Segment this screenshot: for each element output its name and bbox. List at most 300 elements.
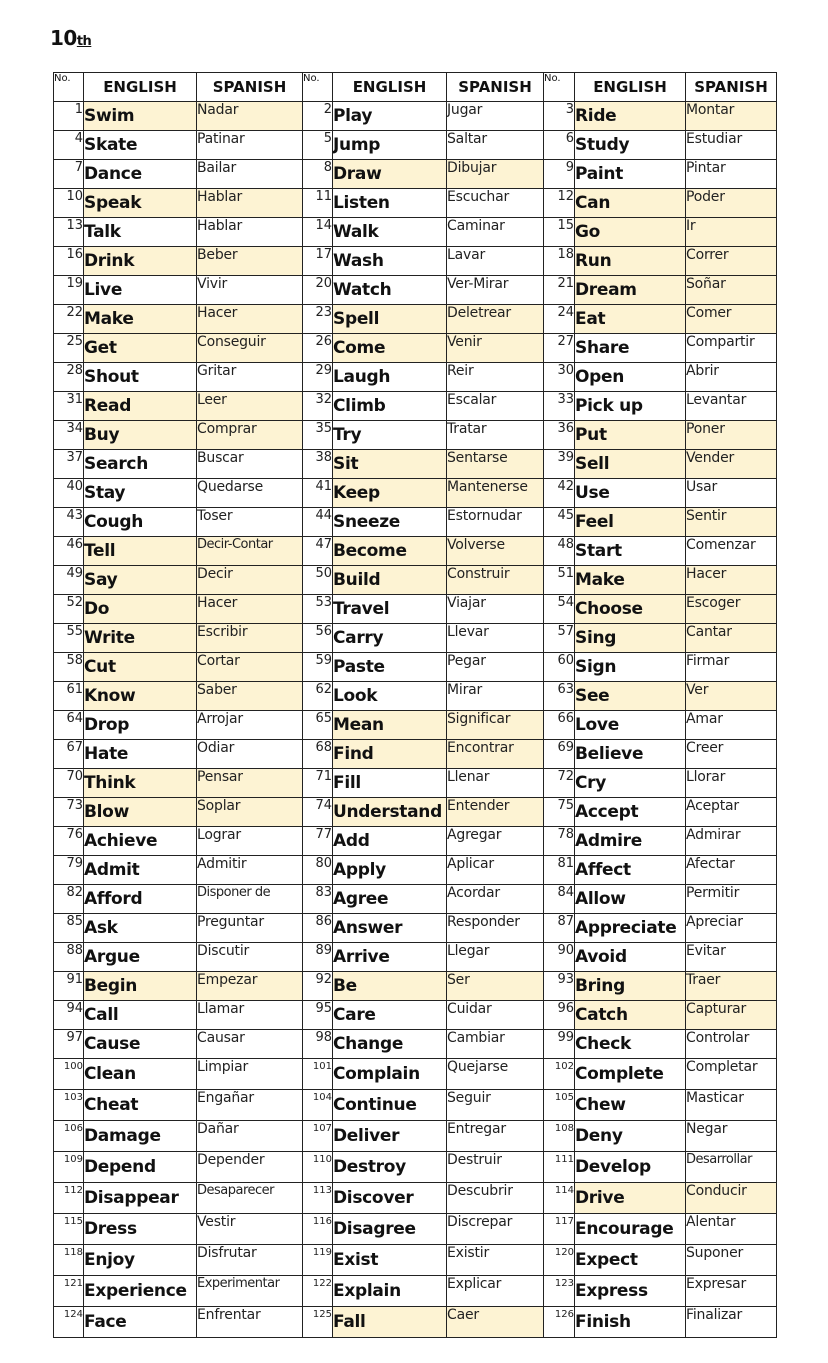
table-row	[54, 943, 777, 972]
spanish-word: Capturar	[686, 1001, 777, 1030]
row-number: 124	[54, 1307, 84, 1338]
row-number: 83	[303, 885, 333, 914]
table-row	[54, 1121, 777, 1152]
english-word: Deliver	[333, 1121, 447, 1152]
row-number: 78	[544, 827, 575, 856]
row-number: 56	[303, 624, 333, 653]
spanish-word: Aplicar	[447, 856, 544, 885]
spanish-word: Experimentar	[197, 1276, 303, 1307]
table-row	[54, 247, 777, 276]
spanish-word: Llenar	[447, 769, 544, 798]
english-header: ENGLISH	[575, 73, 686, 102]
spanish-word: Saber	[197, 682, 303, 711]
spanish-word: Hacer	[686, 566, 777, 595]
row-number: 61	[54, 682, 84, 711]
spanish-word: Agregar	[447, 827, 544, 856]
row-number: 95	[303, 1001, 333, 1030]
english-word: Be	[333, 972, 447, 1001]
spanish-word: Bailar	[197, 160, 303, 189]
english-word: Jump	[333, 131, 447, 160]
table-row	[54, 102, 777, 131]
english-header: ENGLISH	[333, 73, 447, 102]
row-number: 118	[54, 1245, 84, 1276]
english-word: Affect	[575, 856, 686, 885]
spanish-word: Lavar	[447, 247, 544, 276]
table-row	[54, 276, 777, 305]
spanish-word: Alentar	[686, 1214, 777, 1245]
page-title	[50, 26, 91, 50]
row-number: 71	[303, 769, 333, 798]
table-row	[54, 740, 777, 769]
row-number: 63	[544, 682, 575, 711]
row-number: 98	[303, 1030, 333, 1059]
table-row	[54, 653, 777, 682]
english-word: Ride	[575, 102, 686, 131]
english-word: Use	[575, 479, 686, 508]
row-number: 57	[544, 624, 575, 653]
row-number: 120	[544, 1245, 575, 1276]
english-word: Make	[84, 305, 197, 334]
english-word: Dream	[575, 276, 686, 305]
spanish-word: Controlar	[686, 1030, 777, 1059]
spanish-word: Hablar	[197, 189, 303, 218]
table-row	[54, 1152, 777, 1183]
spanish-word: Responder	[447, 914, 544, 943]
spanish-word: Saltar	[447, 131, 544, 160]
english-word: Try	[333, 421, 447, 450]
spanish-word: Depender	[197, 1152, 303, 1183]
row-number: 15	[544, 218, 575, 247]
table-row	[54, 624, 777, 653]
english-word: Come	[333, 334, 447, 363]
english-word: Open	[575, 363, 686, 392]
spanish-word: Abrir	[686, 363, 777, 392]
table-row	[54, 363, 777, 392]
english-word: Spell	[333, 305, 447, 334]
english-word: Disagree	[333, 1214, 447, 1245]
row-number: 25	[54, 334, 84, 363]
row-number: 10	[54, 189, 84, 218]
english-word: Eat	[575, 305, 686, 334]
table-row	[54, 595, 777, 624]
english-word: Apply	[333, 856, 447, 885]
row-number: 35	[303, 421, 333, 450]
spanish-word: Caer	[447, 1307, 544, 1338]
spanish-word: Admitir	[197, 856, 303, 885]
spanish-word: Engañar	[197, 1090, 303, 1121]
row-number: 74	[303, 798, 333, 827]
spanish-word: Cortar	[197, 653, 303, 682]
english-word: Encourage	[575, 1214, 686, 1245]
english-word: Believe	[575, 740, 686, 769]
spanish-word: Arrojar	[197, 711, 303, 740]
spanish-word: Escuchar	[447, 189, 544, 218]
row-number: 86	[303, 914, 333, 943]
english-word: Write	[84, 624, 197, 653]
english-word: See	[575, 682, 686, 711]
spanish-word: Venir	[447, 334, 544, 363]
spanish-word: Ver	[686, 682, 777, 711]
spanish-word: Levantar	[686, 392, 777, 421]
table-row	[54, 1214, 777, 1245]
english-word: Become	[333, 537, 447, 566]
table-row	[54, 682, 777, 711]
spanish-word: Decir-Contar	[197, 537, 303, 566]
row-number: 49	[54, 566, 84, 595]
row-number: 46	[54, 537, 84, 566]
row-number: 123	[544, 1276, 575, 1307]
spanish-word: Llevar	[447, 624, 544, 653]
english-word: Express	[575, 1276, 686, 1307]
english-word: Mean	[333, 711, 447, 740]
spanish-word: Buscar	[197, 450, 303, 479]
row-number: 99	[544, 1030, 575, 1059]
english-word: Study	[575, 131, 686, 160]
row-number: 121	[54, 1276, 84, 1307]
spanish-word: Enfrentar	[197, 1307, 303, 1338]
spanish-word: Limpiar	[197, 1059, 303, 1090]
english-word: Choose	[575, 595, 686, 624]
spanish-word: Llegar	[447, 943, 544, 972]
spanish-word: Masticar	[686, 1090, 777, 1121]
spanish-word: Tratar	[447, 421, 544, 450]
row-number: 26	[303, 334, 333, 363]
row-number: 44	[303, 508, 333, 537]
spanish-word: Desarrollar	[686, 1152, 777, 1183]
english-word: Paint	[575, 160, 686, 189]
english-word: Dress	[84, 1214, 197, 1245]
row-number: 18	[544, 247, 575, 276]
spanish-word: Desaparecer	[197, 1183, 303, 1214]
spanish-header: SPANISH	[686, 73, 777, 102]
row-number: 65	[303, 711, 333, 740]
table-row	[54, 450, 777, 479]
english-word: Answer	[333, 914, 447, 943]
row-number: 109	[54, 1152, 84, 1183]
table-row	[54, 1276, 777, 1307]
english-word: Paste	[333, 653, 447, 682]
row-number: 122	[303, 1276, 333, 1307]
row-number: 2	[303, 102, 333, 131]
english-word: Agree	[333, 885, 447, 914]
row-number: 77	[303, 827, 333, 856]
spanish-word: Mirar	[447, 682, 544, 711]
english-word: Skate	[84, 131, 197, 160]
english-word: Cry	[575, 769, 686, 798]
english-word: Climb	[333, 392, 447, 421]
spanish-word: Empezar	[197, 972, 303, 1001]
english-word: Share	[575, 334, 686, 363]
spanish-header: SPANISH	[447, 73, 544, 102]
row-number: 4	[54, 131, 84, 160]
english-word: Add	[333, 827, 447, 856]
row-number: 23	[303, 305, 333, 334]
row-number: 84	[544, 885, 575, 914]
english-word: Achieve	[84, 827, 197, 856]
row-number: 17	[303, 247, 333, 276]
english-word: Explain	[333, 1276, 447, 1307]
spanish-word: Seguir	[447, 1090, 544, 1121]
spanish-word: Gritar	[197, 363, 303, 392]
spanish-word: Beber	[197, 247, 303, 276]
english-word: Drink	[84, 247, 197, 276]
spanish-word: Disponer de	[197, 885, 303, 914]
row-number: 54	[544, 595, 575, 624]
english-word: Cut	[84, 653, 197, 682]
spanish-word: Poder	[686, 189, 777, 218]
spanish-word: Decir	[197, 566, 303, 595]
row-number: 39	[544, 450, 575, 479]
row-number: 107	[303, 1121, 333, 1152]
row-number: 101	[303, 1059, 333, 1090]
row-number: 1	[54, 102, 84, 131]
row-number: 105	[544, 1090, 575, 1121]
english-word: Walk	[333, 218, 447, 247]
row-number: 19	[54, 276, 84, 305]
table-row	[54, 1030, 777, 1059]
spanish-word: Descubrir	[447, 1183, 544, 1214]
english-word: Appreciate	[575, 914, 686, 943]
english-word: Dance	[84, 160, 197, 189]
spanish-word: Entender	[447, 798, 544, 827]
spanish-word: Sentir	[686, 508, 777, 537]
table-row	[54, 798, 777, 827]
spanish-word: Discutir	[197, 943, 303, 972]
spanish-word: Evitar	[686, 943, 777, 972]
english-word: Avoid	[575, 943, 686, 972]
english-word: Accept	[575, 798, 686, 827]
spanish-word: Mantenerse	[447, 479, 544, 508]
english-word: Change	[333, 1030, 447, 1059]
table-row	[54, 1183, 777, 1214]
row-number: 13	[54, 218, 84, 247]
english-word: Develop	[575, 1152, 686, 1183]
table-row	[54, 1059, 777, 1090]
spanish-word: Pegar	[447, 653, 544, 682]
english-word: Arrive	[333, 943, 447, 972]
table-row	[54, 131, 777, 160]
row-number: 73	[54, 798, 84, 827]
row-number: 12	[544, 189, 575, 218]
table-row	[54, 1001, 777, 1030]
spanish-word: Reir	[447, 363, 544, 392]
spanish-word: Apreciar	[686, 914, 777, 943]
row-number: 20	[303, 276, 333, 305]
row-number: 55	[54, 624, 84, 653]
spanish-word: Ir	[686, 218, 777, 247]
row-number: 3	[544, 102, 575, 131]
table-row	[54, 856, 777, 885]
table-row	[54, 392, 777, 421]
row-number: 94	[54, 1001, 84, 1030]
row-number: 72	[544, 769, 575, 798]
spanish-word: Volverse	[447, 537, 544, 566]
row-number: 113	[303, 1183, 333, 1214]
english-word: Sing	[575, 624, 686, 653]
no-header: No.	[544, 73, 575, 102]
spanish-word: Escribir	[197, 624, 303, 653]
english-word: Go	[575, 218, 686, 247]
table-row	[54, 827, 777, 856]
row-number: 87	[544, 914, 575, 943]
spanish-word: Permitir	[686, 885, 777, 914]
row-number: 32	[303, 392, 333, 421]
english-word: Put	[575, 421, 686, 450]
spanish-word: Dibujar	[447, 160, 544, 189]
english-word: Cough	[84, 508, 197, 537]
row-number: 34	[54, 421, 84, 450]
row-number: 91	[54, 972, 84, 1001]
spanish-word: Jugar	[447, 102, 544, 131]
english-word: Discover	[333, 1183, 447, 1214]
english-word: Buy	[84, 421, 197, 450]
spanish-word: Escoger	[686, 595, 777, 624]
english-word: Bring	[575, 972, 686, 1001]
english-word: Feel	[575, 508, 686, 537]
english-word: Live	[84, 276, 197, 305]
english-header: ENGLISH	[84, 73, 197, 102]
spanish-word: Causar	[197, 1030, 303, 1059]
row-number: 62	[303, 682, 333, 711]
spanish-word: Quedarse	[197, 479, 303, 508]
row-number: 80	[303, 856, 333, 885]
row-number: 22	[54, 305, 84, 334]
english-word: Carry	[333, 624, 447, 653]
spanish-word: Cuidar	[447, 1001, 544, 1030]
spanish-word: Discrepar	[447, 1214, 544, 1245]
english-word: Know	[84, 682, 197, 711]
row-number: 96	[544, 1001, 575, 1030]
english-word: Drop	[84, 711, 197, 740]
spanish-word: Aceptar	[686, 798, 777, 827]
row-number: 108	[544, 1121, 575, 1152]
spanish-word: Suponer	[686, 1245, 777, 1276]
row-number: 59	[303, 653, 333, 682]
row-number: 66	[544, 711, 575, 740]
row-number: 33	[544, 392, 575, 421]
table-row	[54, 711, 777, 740]
spanish-word: Comer	[686, 305, 777, 334]
spanish-word: Lograr	[197, 827, 303, 856]
row-number: 68	[303, 740, 333, 769]
spanish-word: Cantar	[686, 624, 777, 653]
row-number: 58	[54, 653, 84, 682]
spanish-word: Pintar	[686, 160, 777, 189]
english-word: Start	[575, 537, 686, 566]
row-number: 76	[54, 827, 84, 856]
row-number: 29	[303, 363, 333, 392]
row-number: 6	[544, 131, 575, 160]
row-number: 90	[544, 943, 575, 972]
english-word: Cause	[84, 1030, 197, 1059]
spanish-word: Hacer	[197, 595, 303, 624]
spanish-word: Vender	[686, 450, 777, 479]
english-word: Sign	[575, 653, 686, 682]
english-word: Run	[575, 247, 686, 276]
spanish-word: Finalizar	[686, 1307, 777, 1338]
spanish-word: Destruir	[447, 1152, 544, 1183]
spanish-word: Hablar	[197, 218, 303, 247]
spanish-word: Preguntar	[197, 914, 303, 943]
spanish-word: Montar	[686, 102, 777, 131]
english-word: Complete	[575, 1059, 686, 1090]
row-number: 126	[544, 1307, 575, 1338]
spanish-word: Poner	[686, 421, 777, 450]
row-number: 85	[54, 914, 84, 943]
spanish-word: Construir	[447, 566, 544, 595]
english-word: Hate	[84, 740, 197, 769]
english-word: Laugh	[333, 363, 447, 392]
english-word: Speak	[84, 189, 197, 218]
no-header: No.	[54, 73, 84, 102]
english-word: Read	[84, 392, 197, 421]
english-word: Think	[84, 769, 197, 798]
row-number: 53	[303, 595, 333, 624]
english-word: Fall	[333, 1307, 447, 1338]
english-word: Admit	[84, 856, 197, 885]
english-word: Build	[333, 566, 447, 595]
english-word: Sell	[575, 450, 686, 479]
spanish-word: Toser	[197, 508, 303, 537]
spanish-word: Admirar	[686, 827, 777, 856]
english-word: Travel	[333, 595, 447, 624]
spanish-word: Disfrutar	[197, 1245, 303, 1276]
spanish-word: Llamar	[197, 1001, 303, 1030]
row-number: 48	[544, 537, 575, 566]
row-number: 30	[544, 363, 575, 392]
spanish-word: Odiar	[197, 740, 303, 769]
row-number: 43	[54, 508, 84, 537]
spanish-word: Amar	[686, 711, 777, 740]
english-word: Cheat	[84, 1090, 197, 1121]
table-row	[54, 479, 777, 508]
english-word: Wash	[333, 247, 447, 276]
spanish-word: Negar	[686, 1121, 777, 1152]
english-word: Fill	[333, 769, 447, 798]
english-word: Face	[84, 1307, 197, 1338]
english-word: Complain	[333, 1059, 447, 1090]
english-word: Depend	[84, 1152, 197, 1183]
spanish-word: Comprar	[197, 421, 303, 450]
english-word: Blow	[84, 798, 197, 827]
table-row	[54, 769, 777, 798]
row-number: 75	[544, 798, 575, 827]
spanish-word: Completar	[686, 1059, 777, 1090]
english-word: Argue	[84, 943, 197, 972]
english-word: Afford	[84, 885, 197, 914]
no-header: No.	[303, 73, 333, 102]
row-number: 115	[54, 1214, 84, 1245]
row-number: 11	[303, 189, 333, 218]
table-row	[54, 1245, 777, 1276]
row-number: 64	[54, 711, 84, 740]
row-number: 14	[303, 218, 333, 247]
row-number: 69	[544, 740, 575, 769]
row-number: 117	[544, 1214, 575, 1245]
spanish-word: Explicar	[447, 1276, 544, 1307]
english-word: Enjoy	[84, 1245, 197, 1276]
row-number: 116	[303, 1214, 333, 1245]
row-number: 8	[303, 160, 333, 189]
english-word: Watch	[333, 276, 447, 305]
row-number: 24	[544, 305, 575, 334]
english-word: Keep	[333, 479, 447, 508]
english-word: Look	[333, 682, 447, 711]
table-row	[54, 189, 777, 218]
row-number: 92	[303, 972, 333, 1001]
spanish-word: Vivir	[197, 276, 303, 305]
spanish-word: Conseguir	[197, 334, 303, 363]
